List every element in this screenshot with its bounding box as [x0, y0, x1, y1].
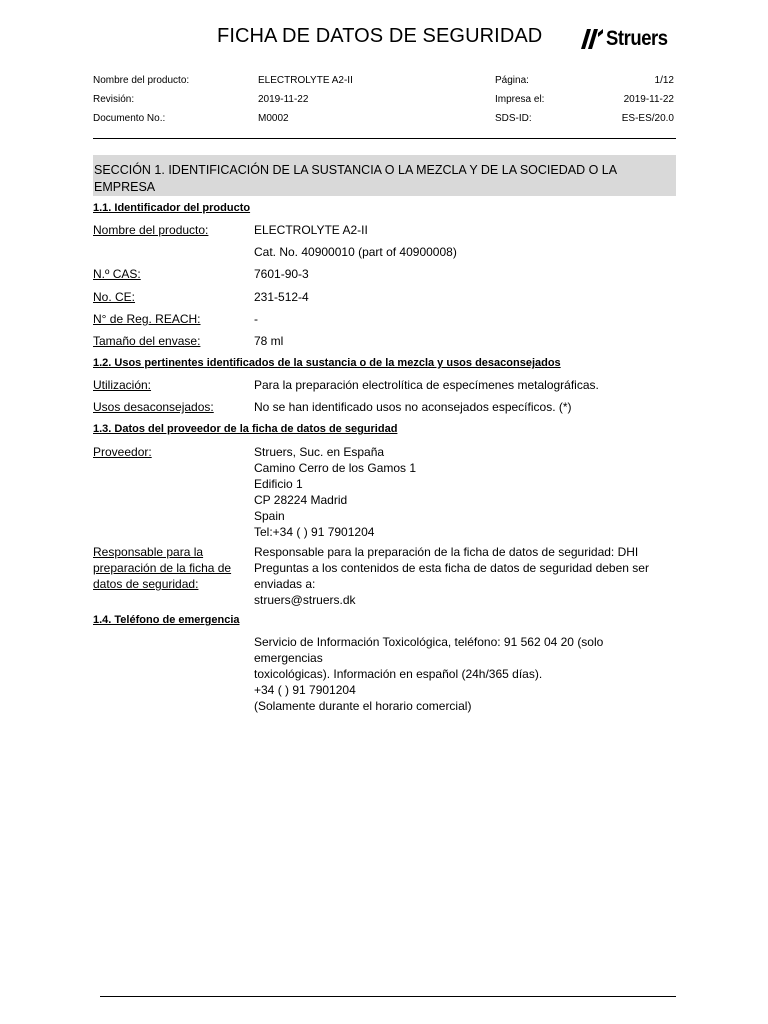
field-value: 7601-90-3	[254, 267, 309, 281]
info-line: Servicio de Información Toxicológica, teléfono: 91 562 04 20 (solo emergencias	[254, 635, 604, 665]
address-line: Tel:+34 ( ) 91 7901204	[254, 525, 375, 539]
field-label: Proveedor:	[93, 445, 152, 459]
info-line: enviadas a:	[254, 577, 316, 591]
header-divider	[93, 138, 676, 139]
info-line: Responsable para la preparación de la ficha de datos de seguridad: DHI	[254, 545, 639, 559]
meta-value: ES-ES/20.0	[621, 113, 674, 124]
meta-row	[93, 113, 676, 132]
meta-value: 1/12	[654, 75, 674, 86]
meta-label: Documento No.:	[93, 113, 166, 124]
field-value: -	[254, 312, 258, 326]
subsection-1-4-heading: 1.4. Teléfono de emergencia	[93, 614, 240, 626]
meta-label: Revisión:	[93, 94, 135, 105]
meta-row	[93, 75, 676, 94]
field-value: 78 ml	[254, 334, 284, 348]
field-label: No. CE:	[93, 290, 136, 304]
meta-value: ELECTROLYTE A2-II	[258, 75, 353, 86]
address-line: CP 28224 Madrid	[254, 493, 348, 507]
field-value: 231-512-4	[254, 290, 309, 304]
meta-label: Nombre del producto:	[93, 75, 190, 86]
info-line: (Solamente durante el horario comercial)	[254, 699, 472, 713]
document-header	[93, 22, 676, 56]
footer-divider	[100, 996, 676, 997]
responsible-info	[254, 544, 674, 608]
meta-label: Página:	[495, 75, 529, 86]
meta-row	[93, 94, 676, 113]
document-meta	[93, 75, 676, 132]
struers-slashes-icon	[581, 27, 603, 51]
field-value: No se han identificado usos no aconsejados específicos. (*)	[254, 400, 572, 414]
supplier-address	[254, 444, 674, 540]
phone-line: +34 ( ) 91 7901204	[254, 683, 356, 697]
meta-value: 2019-11-22	[623, 94, 674, 105]
emergency-phone	[254, 682, 674, 714]
field-value: Para la preparación electrolítica de especímenes metalográficas.	[254, 378, 599, 392]
logo-text: Struers	[605, 27, 668, 50]
section-title: SECCIÓN 1. IDENTIFICACIÓN DE LA SUSTANCIA O LA MEZCLA Y DE LA SOCIEDAD O LA EMPRESA	[94, 163, 617, 194]
address-line: Spain	[254, 509, 285, 523]
label-line: Responsable para la	[93, 545, 204, 559]
address-line: Camino Cerro de los Gamos 1	[254, 461, 417, 475]
field-value: ELECTROLYTE A2-II	[254, 223, 368, 237]
struers-logo	[581, 25, 676, 53]
field-label: Usos desaconsejados:	[93, 400, 214, 414]
subsection-1-1-heading: 1.1. Identificador del producto	[93, 202, 251, 214]
field-label	[93, 544, 243, 592]
email-link[interactable]: struers@struers.dk	[254, 593, 356, 607]
address-line: Struers, Suc. en España	[254, 445, 385, 459]
field-value: Cat. No. 40900010 (part of 40900008)	[254, 245, 457, 259]
address-line: Edificio 1	[254, 477, 303, 491]
label-line: datos de seguridad:	[93, 577, 199, 591]
field-label: N.º CAS:	[93, 267, 141, 281]
document-title: FICHA DE DATOS DE SEGURIDAD	[217, 25, 543, 47]
label-line: preparación de la ficha de	[93, 561, 232, 575]
field-label: Nombre del producto:	[93, 223, 209, 237]
emergency-info	[254, 634, 674, 682]
meta-label: Impresa el:	[495, 94, 545, 105]
subsection-1-2-heading: 1.2. Usos pertinentes identificados de la sustancia o de la mezcla y usos desaconsejados	[93, 357, 561, 369]
meta-label: SDS-ID:	[495, 113, 532, 124]
field-label: Utilización:	[93, 378, 152, 392]
info-line: Preguntas a los contenidos de esta ficha de datos de seguridad deben ser	[254, 561, 649, 575]
section-1-heading	[93, 155, 676, 196]
meta-value: 2019-11-22	[258, 94, 309, 105]
field-label: Tamaño del envase:	[93, 334, 201, 348]
field-label: N° de Reg. REACH:	[93, 312, 201, 326]
subsection-1-3-heading: 1.3. Datos del proveedor de la ficha de datos de seguridad	[93, 423, 398, 435]
info-line: toxicológicas). Información en español (24h/365 días).	[254, 667, 543, 681]
meta-value: M0002	[258, 113, 289, 124]
